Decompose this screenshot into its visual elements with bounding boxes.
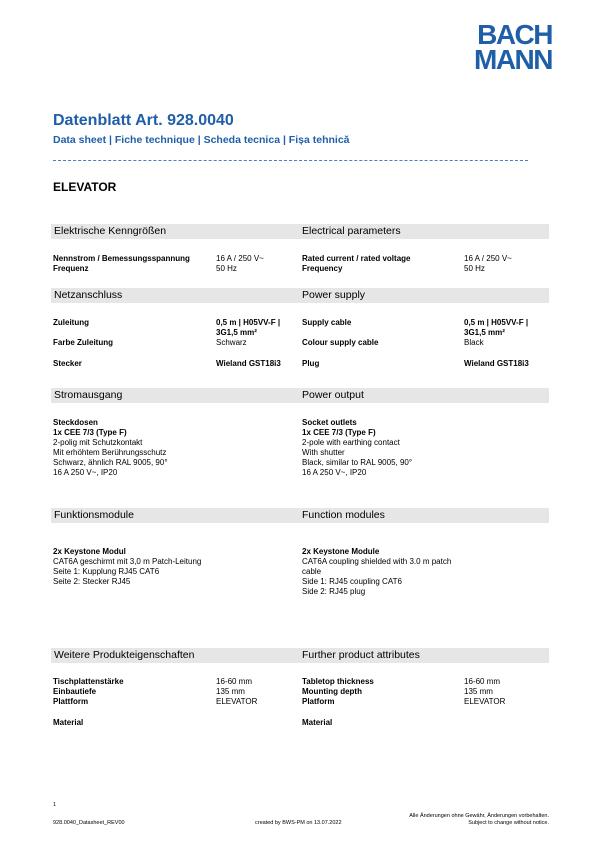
page-subtitle: Data sheet | Fiche technique | Scheda tecnica | Fișa tehnică [53, 134, 350, 146]
label: Frequency [302, 264, 343, 273]
text-line: Seite 1: Kupplung RJ45 CAT6 [53, 567, 160, 576]
value: 50 Hz [464, 264, 485, 273]
value: 3G1,5 mm² [464, 328, 505, 337]
text-line: 2-pole with earthing contact [302, 438, 400, 447]
value: 0,5 m | H05VV-F | [464, 318, 529, 327]
label: 1x CEE 7/3 (Type F) [53, 428, 127, 437]
text-line: CAT6A coupling shielded with 3.0 m patch [302, 557, 452, 566]
disclaimer-en: Subject to change without notice. [468, 820, 549, 826]
label: Tischplattenstärke [53, 677, 124, 686]
text-line: Seite 2: Stecker RJ45 [53, 577, 131, 586]
page-title: Datenblatt Art. 928.0040 [53, 112, 234, 129]
label: Socket outlets [302, 418, 357, 427]
created-info: created by BWS-PM on 13.07.2022 [255, 820, 342, 826]
label: Nennstrom / Bemessungsspannung [53, 254, 190, 263]
label: Material [302, 718, 333, 727]
value: 135 mm [464, 687, 493, 696]
label: Zuleitung [53, 318, 89, 327]
value: Schwarz [216, 338, 247, 347]
label: Plug [302, 359, 320, 368]
section-header-electrical: Elektrische Kenngrößen Electrical parameters [51, 224, 549, 239]
label: Steckdosen [53, 418, 98, 427]
label: Farbe Zuleitung [53, 338, 113, 347]
label: Platform [302, 697, 335, 706]
disclaimer-de: Alle Änderungen ohne Gewähr, Änderungen vorbehalten. [409, 813, 549, 819]
label: Material [53, 718, 84, 727]
product-name: ELEVATOR [53, 180, 117, 194]
text-line: 2-polig mit Schutzkontakt [53, 438, 143, 447]
text-line: Side 2: RJ45 plug [302, 587, 366, 596]
label: Frequenz [53, 264, 89, 273]
text-line: 16 A 250 V~, IP20 [302, 468, 367, 477]
bachmann-logo: BACH MANN [474, 19, 552, 75]
divider [53, 160, 528, 161]
label: 2x Keystone Module [302, 547, 380, 556]
value: 16 A / 250 V~ [216, 254, 264, 263]
value: 50 Hz [216, 264, 237, 273]
text-line: Black, similar to RAL 9005, 90° [302, 458, 413, 467]
section-header-power-supply: Netzanschluss Power supply [51, 288, 549, 303]
value: Wieland GST18i3 [216, 359, 281, 368]
section-header-power-output: Stromausgang Power output [51, 388, 549, 403]
text-line: 16 A 250 V~, IP20 [53, 468, 118, 477]
text-line: Side 1: RJ45 coupling CAT6 [302, 577, 402, 586]
value: 0,5 m | H05VV-F | [216, 318, 281, 327]
section-header-function-modules: Funktionsmodule Function modules [51, 508, 549, 523]
value: 3G1,5 mm² [216, 328, 257, 337]
text-line: Schwarz, ähnlich RAL 9005, 90° [53, 458, 168, 467]
label: Einbautiefe [53, 687, 97, 696]
page-number: 1 [53, 802, 57, 808]
value: ELEVATOR [464, 697, 506, 706]
section-header-further-attributes: Weitere Produkteigenschaften Further product attributes [51, 648, 549, 663]
label: Mounting depth [302, 687, 362, 696]
text-line: Mit erhöhtem Berührungsschutz [53, 448, 167, 457]
text-line: With shutter [302, 448, 345, 457]
value: Wieland GST18i3 [464, 359, 529, 368]
label: 1x CEE 7/3 (Type F) [302, 428, 376, 437]
value: 16-60 mm [216, 677, 253, 686]
label: Rated current / rated voltage [302, 254, 411, 263]
value: 135 mm [216, 687, 245, 696]
label: Supply cable [302, 318, 352, 327]
doc-id: 928.0040_Datasheet_REV00 [53, 820, 125, 826]
text-line: cable [302, 567, 322, 576]
label: Plattform [53, 697, 89, 706]
value: 16-60 mm [464, 677, 501, 686]
label: Colour supply cable [302, 338, 379, 347]
label: Stecker [53, 359, 82, 368]
label: Tabletop thickness [302, 677, 374, 686]
text-line: CAT6A geschirmt mit 3,0 m Patch-Leitung [53, 557, 202, 566]
value: Black [464, 338, 484, 347]
value: ELEVATOR [216, 697, 258, 706]
value: 16 A / 250 V~ [464, 254, 512, 263]
label: 2x Keystone Modul [53, 547, 126, 556]
